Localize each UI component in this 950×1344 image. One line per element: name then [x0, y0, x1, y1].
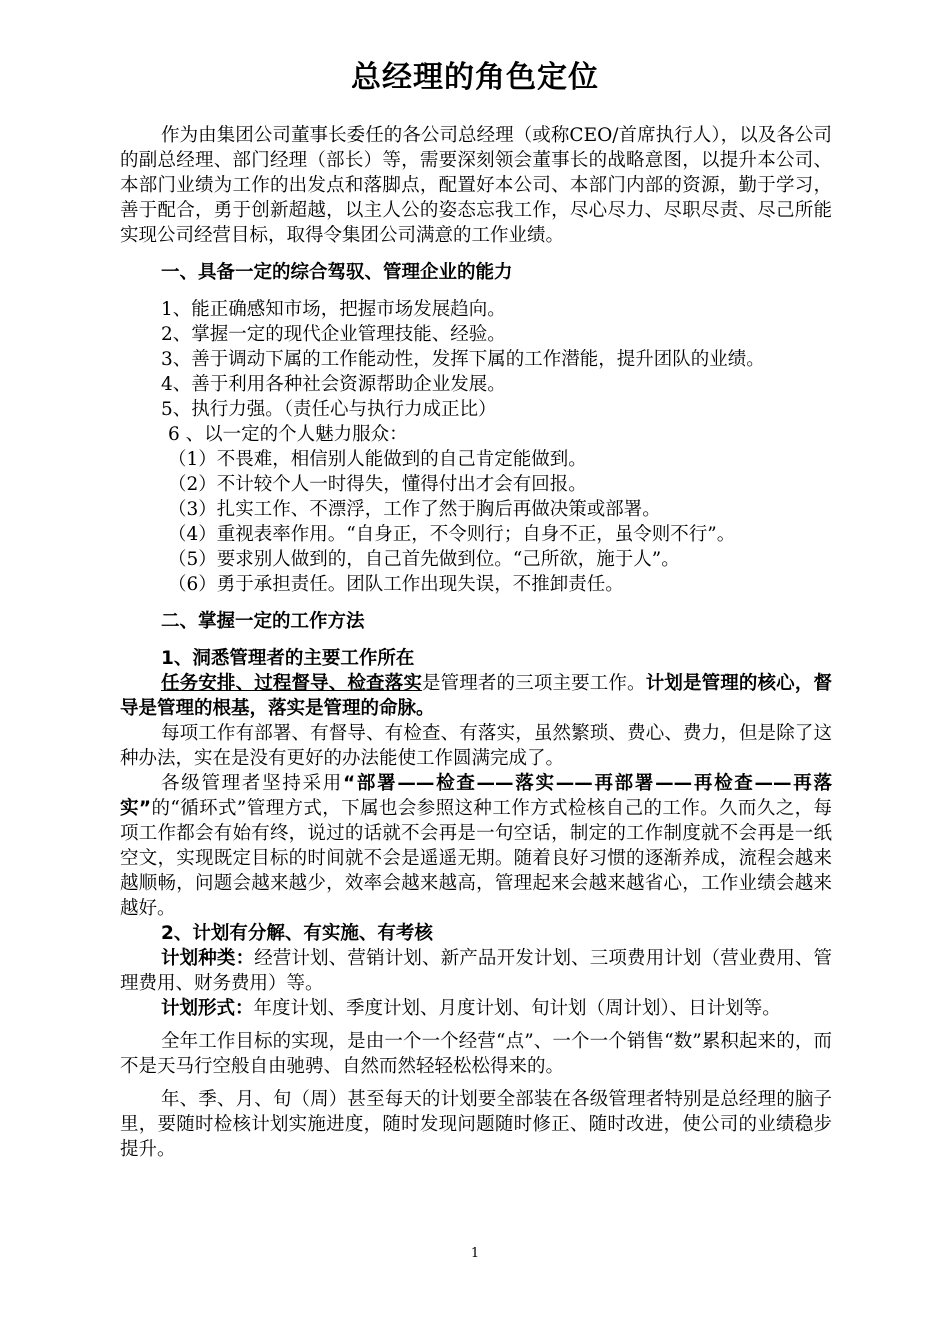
section1-list — [120, 297, 832, 597]
document-title: 总经理的角色定位 — [351, 60, 599, 95]
section1-subitem: （4）重视表率作用。“自身正，不令则行；自身不正，虽令则不行”。 — [168, 524, 736, 545]
periodic-plan-paragraph: 年、季、月、旬（周）甚至每天的计划要全部装在各级管理者特别是总经理的脑子里，要随时检核计划实施进度，随时发现问题随时修正、随时改进，使公司的业绩稳步提升。 — [120, 1089, 832, 1160]
section1-subitem: （3）扎实工作、不漂浮，工作了然于胸后再做决策或部署。 — [168, 499, 661, 520]
section1-item: 1、能正确感知市场，把握市场发展趋向。 — [161, 299, 506, 320]
plan-forms-label: 计划形式： — [161, 998, 254, 1019]
section1-item: 3、善于调动下属的工作能动性，发挥下属的工作潜能，提升团队的业绩。 — [161, 349, 765, 370]
cycle-intro: 各级管理者坚持采用 — [161, 773, 344, 794]
page-number: 1 — [470, 1246, 480, 1261]
section1-subitem: （5）要求别人做到的，自己首先做到位。“己所欲，施于人”。 — [168, 549, 680, 570]
section1-item: 2、掌握一定的现代企业管理技能、经验。 — [161, 324, 506, 345]
section2-sub1-paragraph2: 每项工作有部署、有督导、有检查、有落实，虽然繁琐、费心、费力，但是除了这种办法，实在是没有更好的办法能使工作圆满完成了。 — [120, 723, 832, 769]
section1-subitem: （6）勇于承担责任。团队工作出现失误，不推卸责任。 — [168, 574, 624, 595]
section2-sub1-paragraph3 — [120, 771, 832, 921]
document-body — [120, 123, 832, 1162]
plan-types-label: 计划种类： — [161, 948, 255, 969]
section2-sub1-heading: 1、洞悉管理者的主要工作所在 — [161, 648, 415, 669]
section2-heading: 二、掌握一定的工作方法 — [161, 611, 365, 632]
section2-sub2-heading: 2、计划有分解、有实施、有考核 — [161, 923, 433, 944]
management-core-text: 计划是管理的核心，督导是管理的根基，落实是管理的命脉。 — [120, 673, 832, 719]
three-tasks-tail: 是管理者的三项主要工作。 — [421, 673, 646, 694]
section1-item: 6 、以一定的个人魅力服众： — [168, 424, 408, 445]
plan-types-text: 经营计划、营销计划、新产品开发计划、三项费用计划（营业费用、管理费用、财务费用）等。 — [120, 948, 832, 994]
plan-types-paragraph — [120, 946, 832, 996]
section1-heading: 一、具备一定的综合驾驭、管理企业的能力 — [161, 262, 513, 283]
section1-subitem: （1）不畏难，相信别人能做到的自己肯定能做到。 — [168, 449, 587, 470]
section1-subitem: （2）不计较个人一时得失，懂得付出才会有回报。 — [168, 474, 587, 495]
cycle-description: 的“循环式”管理方式，下属也会参照这种工作方式检核自己的工作。久而久之，每项工作都会有始有终，说过的话就不会再是一句空话，制定的工作制度就不会再是一纸空文，实现既定目标的时间就不会是遥遥无期。随着良好习惯的逐渐养成，流程会越来越顺畅，问题会越来越少，效率会越来越高，管理起来会越来越省心，工作业绩会越来越好。 — [120, 798, 832, 919]
section2-sub1-paragraph1 — [120, 671, 832, 721]
plan-forms-text: 年度计划、季度计划、月度计划、旬计划（周计划）、日计划等。 — [253, 998, 781, 1019]
intro-paragraph: 作为由集团公司董事长委任的各公司总经理（或称CEO/首席执行人），以及各公司的副总经理、部门经理（部长）等，需要深刻领会董事长的战略意图，以提升本公司、本部门业绩为工作的出发点和落脚点，配置好本公司、本部门内部的资源，勤于学习，善于配合，勇于创新超越，以主人公的姿态忘我工作，尽心尽力、尽职尽责、尽己所能实现公司经营目标，取得令集团公司满意的工作业绩。 — [120, 125, 832, 246]
three-tasks-text: 任务安排、过程督导、检查落实 — [161, 673, 422, 694]
annual-goal-paragraph: 全年工作目标的实现，是由一个一个经营“点”、一个一个销售“数”累积起来的，而不是天马行空般自由驰骋、自然而然轻轻松松得来的。 — [120, 1031, 832, 1077]
section1-item: 5、执行力强。（责任心与执行力成正比） — [161, 399, 497, 420]
plan-forms-paragraph — [120, 996, 832, 1021]
cycle-method-text: “部署——检查——落实——再部署——再检查——再落实” — [120, 773, 832, 819]
section1-item: 4、善于利用各种社会资源帮助企业发展。 — [161, 374, 506, 395]
